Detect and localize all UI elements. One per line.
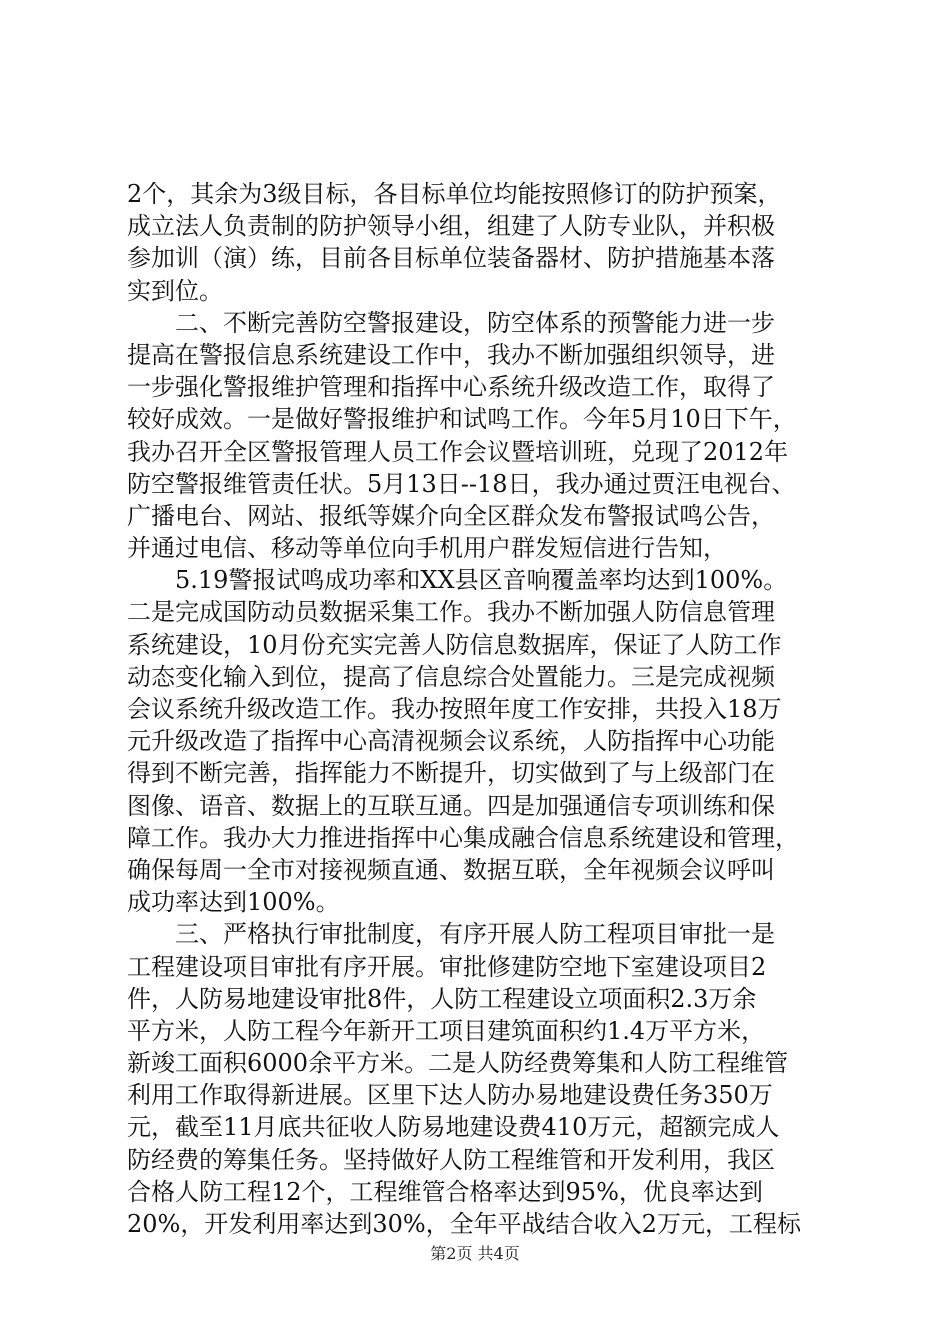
text-line: 新竣工面积6000余平方米。二是人防经费筹集和人防工程维管 bbox=[127, 1049, 789, 1078]
text-line: 一步强化警报维护管理和指挥中心系统升级改造工作，取得了 bbox=[127, 373, 775, 402]
text-line: 实到位。 bbox=[127, 276, 223, 305]
text-line: 二、不断完善防空警报建设，防空体系的预警能力进一步 bbox=[127, 308, 775, 337]
text-line: 我办召开全区警报管理人员工作会议暨培训班，兑现了2012年 bbox=[127, 437, 789, 466]
text-line: 元，截至11月底共征收人防易地建设费410万元，超额完成人 bbox=[127, 1113, 780, 1142]
text-line: 利用工作取得新进展。区里下达人防办易地建设费任务350万 bbox=[127, 1081, 773, 1110]
text-line: 提高在警报信息系统建设工作中，我办不断加强组织领导，进 bbox=[127, 340, 775, 369]
text-line: 动态变化输入到位，提高了信息综合处置能力。三是完成视频 bbox=[127, 662, 775, 691]
page-footer: 第2页 共4页 bbox=[430, 1244, 520, 1263]
text-line: 二是完成国防动员数据采集工作。我办不断加强人防信息管理 bbox=[127, 598, 775, 627]
text-line: 件，人防易地建设审批8件，人防工程建设立项面积2.3万余 bbox=[127, 984, 757, 1013]
text-line: 确保每周一全市对接视频直通、数据互联，全年视频会议呼叫 bbox=[127, 855, 775, 884]
text-line: 障工作。我办大力推进指挥中心集成融合信息系统建设和管理， bbox=[127, 823, 799, 852]
text-line: 会议系统升级改造工作。我办按照年度工作安排，共投入18万 bbox=[127, 695, 782, 723]
text-line: 成功率达到100%。 bbox=[127, 888, 340, 917]
text-line: 得到不断完善，指挥能力不断提升，切实做到了与上级部门在 bbox=[127, 759, 775, 788]
text-line: 广播电台、网站、报纸等媒介向全区群众发布警报试鸣公告， bbox=[127, 501, 775, 530]
text-line: 系统建设，10月份充实完善人防信息数据库，保证了人防工作 bbox=[127, 630, 782, 659]
text-line: 防空警报维管责任状。5月13日--18日，我办通过贾汪电视台、 bbox=[127, 469, 796, 498]
text-line: 防经费的筹集任务。坚持做好人防工程维管和开发利用，我区 bbox=[127, 1145, 775, 1174]
text-line: 并通过电信、移动等单位向手机用户群发短信进行告知， bbox=[127, 534, 727, 563]
text-line: 5.19警报试鸣成功率和XX县区音响覆盖率均达到100%。 bbox=[127, 566, 788, 595]
text-line: 参加训（演）练，目前各目标单位装备器材、防护措施基本落 bbox=[127, 244, 775, 273]
body-text bbox=[127, 178, 827, 1240]
text-line: 成立法人负责制的防护领导小组，组建了人防专业队，并积极 bbox=[127, 212, 775, 241]
text-line: 工程建设项目审批有序开展。审批修建防空地下室建设项目2 bbox=[127, 952, 767, 981]
text-line: 2个，其余为3级目标，各目标单位均能按照修订的防护预案， bbox=[127, 180, 782, 208]
text-line: 元升级改造了指挥中心高清视频会议系统，人防指挥中心功能 bbox=[127, 727, 775, 756]
text-line: 较好成效。一是做好警报维护和试鸣工作。今年5月10日下午， bbox=[127, 405, 797, 434]
text-line: 三、严格执行审批制度，有序开展人防工程项目审批一是 bbox=[127, 920, 775, 949]
text-line: 平方米，人防工程今年新开工项目建筑面积约1.4万平方米， bbox=[127, 1016, 766, 1045]
text-line: 合格人防工程12个，工程维管合格率达到95%，优良率达到 bbox=[127, 1177, 763, 1206]
text-line: 图像、语音、数据上的互联互通。四是加强通信专项训练和保 bbox=[127, 791, 775, 820]
text-line: 20%，开发利用率达到30%，全年平战结合收入2万元，工程标 bbox=[127, 1210, 801, 1238]
